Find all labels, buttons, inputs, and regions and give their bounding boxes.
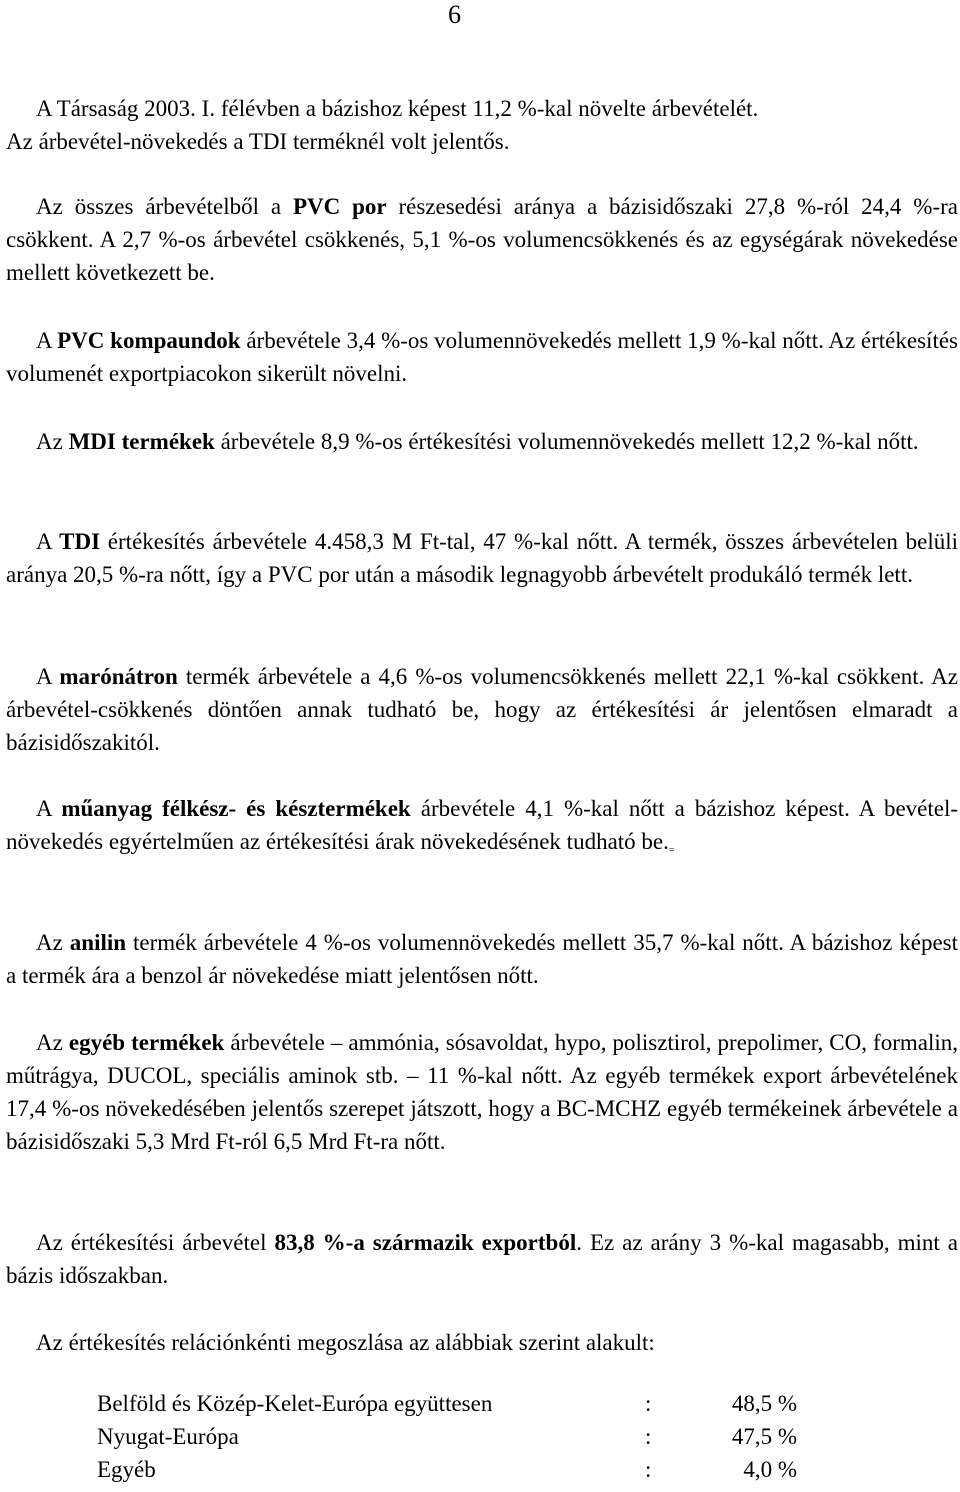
bold-term: PVC por [292,194,387,219]
text-run: árbevétele 4,1 %-kal nőtt a bázishoz képest. A bevétel-növekedés egyértelműen az értékesítési árak növekedésének tudható be. [6,796,959,854]
separator: : [645,1424,652,1449]
text-run: . Ez az arány 3 %-kal magasabb, mint a bázis időszakban. [6,1230,958,1288]
paragraph-line: Az árbevétel-növekedés a TDI terméknél volt jelentős. [6,129,510,154]
text-run: A [36,328,58,353]
bold-term: MDI termékek [68,429,215,454]
region-share: 48,5 % [731,1391,797,1416]
text-run: A [36,796,62,821]
page-number: 6 [448,0,461,29]
paragraph-tdi [6,525,958,591]
text-run: árbevétele – ammónia, sósavoldat, hypo, polisztirol, prepolimer, CO, formalin, műtrágya, DUCOL, speciális aminok stb. – 11 %-kal nőtt. Az egyéb termékek export árbevételének 17,4 %-os növekedésében jelentős szerepet játszott, hogy a BC-MCHZ egyéb termékeinek árbevétele a bázisidőszaki 5,3 Mrd Ft-ról 6,5 Mrd Ft-ra nőtt. [6,1030,958,1154]
paragraph-mdi [6,425,958,458]
text-run: Az [36,429,69,454]
text-run: árbevétele 3,4 %-os volumennövekedés mellett 1,9 %-kal nőtt. Az értékesítés volumenét exportpiacokon sikerült növelni. [6,328,958,386]
paragraph-line: A Társaság 2003. I. félévben a bázishoz képest 11,2 %-kal növelte árbevételét. [36,96,759,121]
paragraph-maronatron [6,660,958,759]
bold-term: PVC kompaundok [57,328,241,353]
stray-mark: = [668,845,675,856]
bold-term: 83,8 %-a származik exportból [274,1230,577,1255]
paragraph-anilin [6,926,958,992]
text-run: Az [36,930,70,955]
bold-term: anilin [69,930,127,955]
region-label: Nyugat-Európa [97,1424,239,1449]
text-run: árbevétele 8,9 %-os értékesítési volumennövekedés mellett 12,2 %-kal nőtt. [214,429,919,454]
separator: : [645,1457,652,1482]
text-run: Az értékesítési árbevétel [36,1230,275,1255]
paragraph-muanyag [6,792,958,867]
text-run: Az [36,1030,69,1055]
text-run: A [36,664,60,689]
separator: : [645,1391,652,1416]
text-run: értékesítés árbevétele 4.458,3 M Ft-tal, 47 %-kal nőtt. A termék, összes árbevételen belüli aránya 20,5 %-ra nőtt, így a PVC por után a második legnagyobb árbevételt produkáló termék lett. [6,529,958,587]
region-share: 4,0 % [743,1457,797,1482]
paragraph-pvc-kompaundok [6,324,958,390]
region-label: Egyéb [97,1457,156,1482]
text-run: Az értékesítés relációnkénti megoszlása az alábbiak szerint alakult: [36,1330,655,1355]
bold-term: egyéb termékek [68,1030,225,1055]
region-label: Belföld és Közép-Kelet-Európa együttesen [97,1391,493,1416]
table-row [97,1457,797,1490]
text-run: részesedési aránya a bázisidőszaki 27,8 %-ról 24,4 %-ra csökkent. A 2,7 %-os árbevétel csökkenés, 5,1 %-os volumencsökkenés és az egységárak növekedése mellett következett be. [6,194,958,285]
text-run: termék árbevétele a 4,6 %-os volumencsökkenés mellett 22,1 %-kal csökkent. Az árbevétel-csökkenés döntően annak tudható be, hogy az értékesítési ár jelentősen elmaradt a bázisidőszakitól. [6,664,958,755]
paragraph-egyeb-termekek [6,1026,958,1158]
distribution-table [97,1391,797,1490]
text-run: A [36,529,60,554]
bold-term: TDI [59,529,101,554]
text-run: Az összes árbevételből a [36,194,293,219]
paragraph-distribution-intro [6,1326,958,1359]
paragraph-revenue-growth [6,92,958,158]
table-row [97,1424,797,1457]
table-row [97,1391,797,1424]
paragraph-pvc-por [6,190,958,289]
bold-term: műanyag félkész- és késztermékek [61,796,411,821]
text-run: termék árbevétele 4 %-os volumennövekedés mellett 35,7 %-kal nőtt. A bázishoz képest a termék ára a benzol ár növekedése miatt jelentősen nőtt. [6,930,958,988]
region-share: 47,5 % [731,1424,797,1449]
bold-term: marónátron [59,664,178,689]
paragraph-export [6,1226,958,1292]
